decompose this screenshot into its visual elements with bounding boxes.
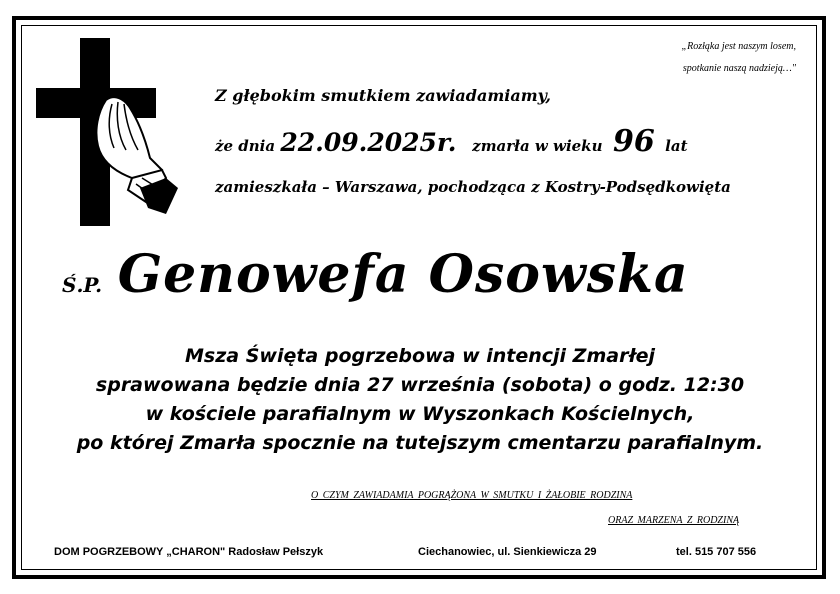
announcement-line-1: Z głębokim smutkiem zawiadamiamy, bbox=[215, 86, 551, 105]
quote bbox=[606, 36, 796, 80]
funeral-home-phone: tel. 515 707 556 bbox=[676, 546, 757, 558]
quote-line-1: „Rozłąka jest naszym losem, bbox=[681, 41, 796, 52]
funeral-home-address: Ciechanowiec, ul. Sienkiewicza 29 bbox=[418, 546, 597, 558]
signature-line-2: ORAZ MARZENA Z RODZINĄ bbox=[608, 515, 740, 526]
deceased-name-row bbox=[62, 244, 689, 305]
cross-icon bbox=[36, 38, 184, 228]
mass-line-1: Msza Święta pogrzebowa w intencji Zmarłej bbox=[185, 345, 655, 367]
age-value: 96 bbox=[612, 124, 655, 159]
announcement-line-2 bbox=[215, 124, 688, 159]
announcement-date-prefix: że dnia bbox=[215, 137, 281, 155]
announcement-age-prefix: zmarła w wieku bbox=[472, 137, 603, 155]
announcement-line-3: zamieszkała – Warszawa, pochodząca z Kostry-Podsędkowięta bbox=[215, 178, 731, 196]
death-date: 22.09.2025r. bbox=[280, 128, 457, 157]
deceased-prefix: Ś.P. bbox=[62, 273, 103, 297]
deceased-name: Genowefa Osowska bbox=[117, 244, 689, 305]
age-unit: lat bbox=[665, 137, 688, 155]
mass-info bbox=[30, 342, 810, 458]
mass-line-3: w kościele parafialnym w Wyszonkach Kościelnych, bbox=[145, 403, 695, 425]
cross-with-hands bbox=[36, 38, 184, 228]
funeral-home-name: DOM POGRZEBOWY „CHARON" Radosław Pełszyk bbox=[54, 546, 324, 558]
mass-line-2: sprawowana będzie dnia 27 września (sobota) o godz. 12:30 bbox=[95, 374, 745, 396]
mass-line-4: po której Zmarła spocznie na tutejszym cmentarzu parafialnym. bbox=[76, 432, 764, 454]
signature-line-1: O CZYM ZAWIADAMIA POGRĄŻONA W SMUTKU I ŻAŁOBIE RODZINA bbox=[311, 490, 633, 501]
quote-line-2: spotkanie naszą nadzieją…" bbox=[682, 63, 796, 74]
